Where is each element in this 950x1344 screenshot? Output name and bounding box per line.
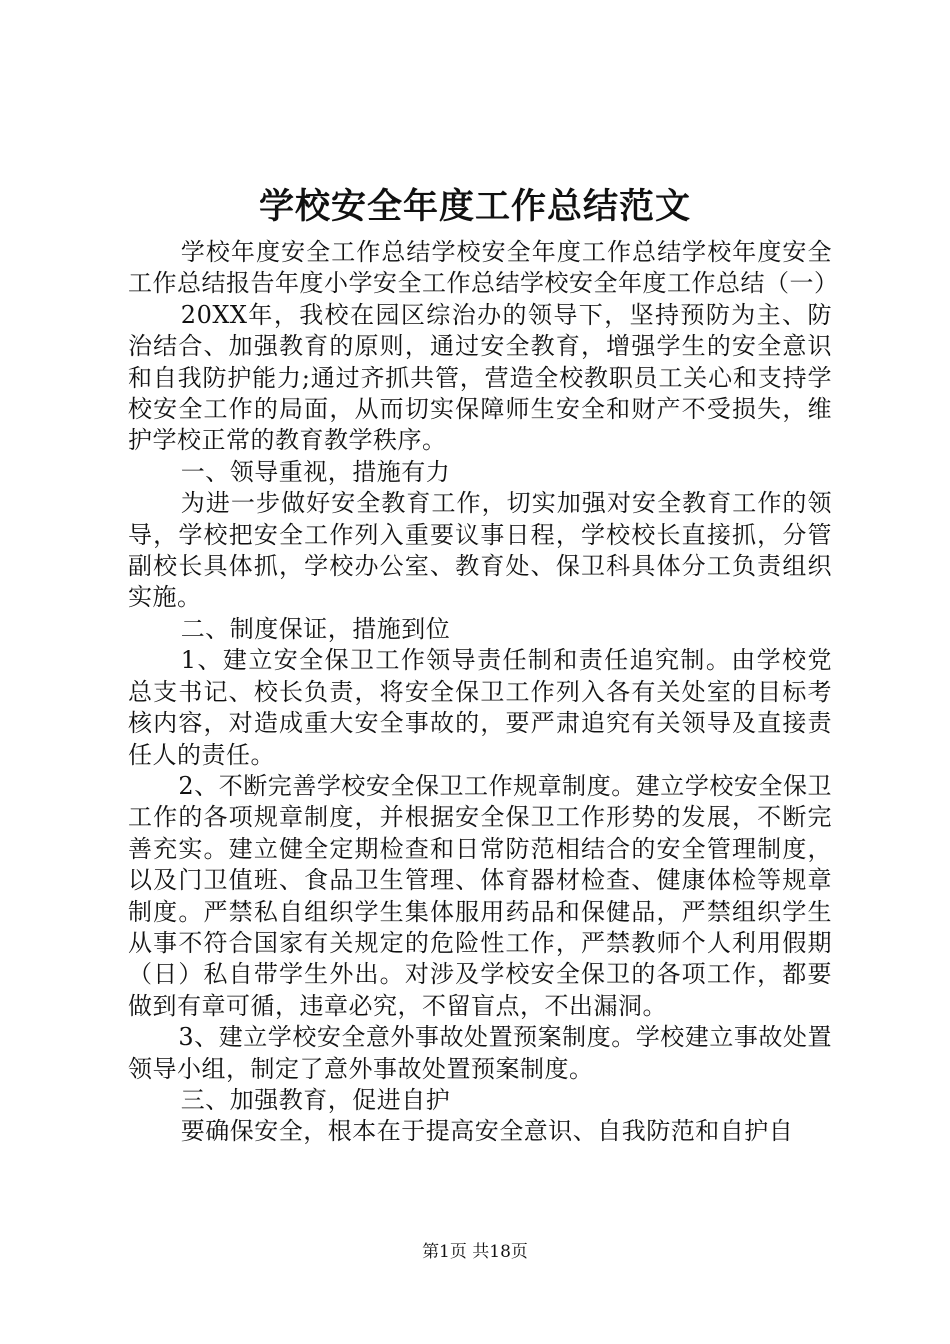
section-heading-2: 二、制度保证，措施到位 [180,614,451,643]
page-footer: 第1页 共18页 [422,1242,528,1262]
paragraph-overview: 20XX年，我校在园区综治办的领导下，坚持预防为主、防治结合、加强教育的原则，通过安全教育，增强学生的安全意识和自我防护能力;通过齐抓共管，营造全校教职员工关心和支持学校安全工作的局面，从而切实保障师生安全和财产不受损失，维护学校正常的教育教学秩序。 [128,300,832,455]
paragraph-leadership: 为进一步做好安全教育工作，切实加强对安全教育工作的领导，学校把安全工作列入重要议事日程，学校校长直接抓，分管副校长具体抓，学校办公室、教育处、保卫科具体分工负责组织实施。 [128,489,832,612]
section-heading-3: 三、加强教育，促进自护 [180,1085,451,1114]
paragraph-education: 要确保安全，根本在于提高安全意识、自我防范和自护自 [180,1117,794,1146]
paragraph-item-1: 1、建立安全保卫工作领导责任制和责任追究制。由学校党总支书记、校长负责，将安全保卫工作列入各有关处室的目标考核内容，对造成重大安全事故的，要严肃追究有关领导及直接责任人的责任。 [128,646,832,769]
document-title: 学校安全年度工作总结范文 [258,186,691,227]
section-heading-1: 一、领导重视，措施有力 [180,457,451,486]
document-body [128,237,839,1148]
paragraph-item-2: 2、不断完善学校安全保卫工作规章制度。建立学校安全保卫工作的各项规章制度，并根据安全保卫工作形势的发展，不断完善充实。建立健全定期检查和日常防范相结合的安全管理制度，以及门卫值班、食品卫生管理、体育器材检查、健康体检等规章制度。严禁私自组织学生集体服用药品和保健品，严禁组织学生从事不符合国家有关规定的危险性工作，严禁教师个人利用假期（日）私自带学生外出。对涉及学校安全保卫的各项工作，都要做到有章可循，违章必究，不留盲点，不出漏洞。 [128,771,832,1020]
paragraph-item-3: 3、建立学校安全意外事故处置预案制度。学校建立事故处置领导小组，制定了意外事故处置预案制度。 [128,1023,832,1083]
paragraph-intro: 学校年度安全工作总结学校安全年度工作总结学校年度安全工作总结报告年度小学安全工作总结学校安全年度工作总结（一） [128,238,839,298]
